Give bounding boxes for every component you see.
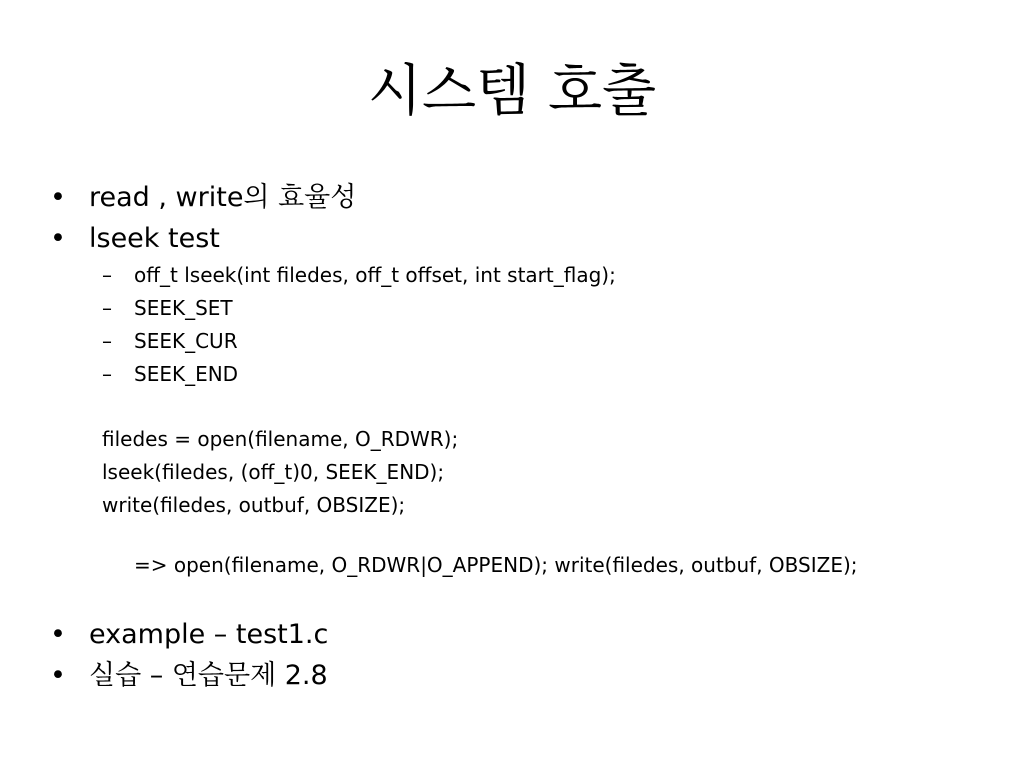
bullet-marker: • <box>50 182 66 213</box>
sub-text: off_t lseek(int filedes, off_t offset, int start_flag); <box>134 263 616 287</box>
bullet-item-read-write <box>0 178 1024 218</box>
bullet-text: lseek test <box>89 223 220 254</box>
sub-marker: – <box>102 263 112 287</box>
sub-item-seek-end <box>0 359 1024 389</box>
sub-marker: – <box>102 296 112 320</box>
bullet-marker: • <box>50 619 66 650</box>
sub-marker: – <box>102 362 112 386</box>
code-line-write: write(filedes, outbuf, OBSIZE); <box>102 493 406 517</box>
code-line-lseek: lseek(filedes, (off_t)0, SEEK_END); <box>102 460 445 484</box>
sub-item-seek-set <box>0 293 1024 323</box>
code-line-append-alternative: => open(filename, O_RDWR|O_APPEND); write(filedes, outbuf, OBSIZE); <box>134 553 858 577</box>
bullet-marker: • <box>50 223 66 254</box>
bullet-item-practice <box>0 656 1024 696</box>
bullet-text: 실습 – 연습문제 2.8 <box>89 660 328 691</box>
bullet-marker: • <box>50 660 66 691</box>
sub-marker: – <box>102 329 112 353</box>
code-line-open: filedes = open(filename, O_RDWR); <box>102 427 459 451</box>
bullet-item-example <box>0 615 1024 655</box>
bullet-item-lseek-test <box>0 219 1024 259</box>
sub-text: SEEK_SET <box>134 296 233 320</box>
sub-item-lseek-signature <box>0 260 1024 290</box>
bullet-text: read , write의 효율성 <box>89 182 357 213</box>
sub-text: SEEK_END <box>134 362 239 386</box>
slide-title: 시스템 호출 <box>367 59 657 124</box>
sub-item-seek-cur <box>0 326 1024 356</box>
bullet-text: example – test1.c <box>89 619 329 650</box>
sub-text: SEEK_CUR <box>134 329 238 353</box>
